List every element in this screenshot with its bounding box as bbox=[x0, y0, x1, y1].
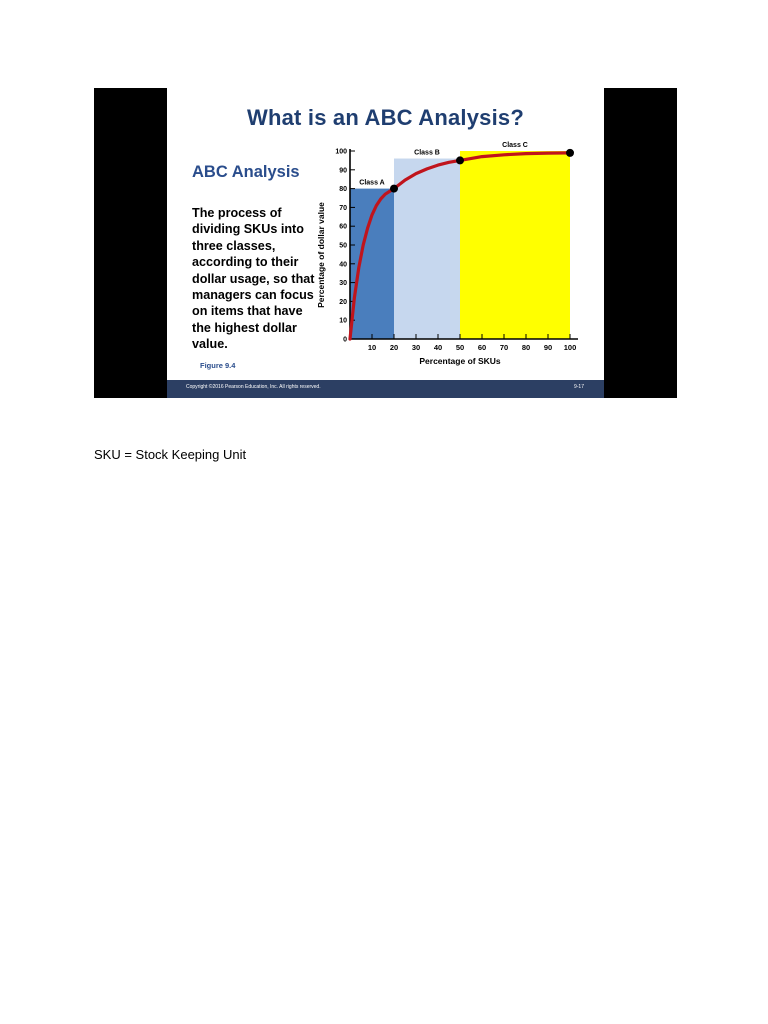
y-tick-label-30: 30 bbox=[339, 280, 347, 288]
class-label-a: Class A bbox=[359, 179, 385, 187]
description-text: The process of dividing SKUs into three classes, according to their dollar usage, so that managers can focus on items that have the highest dollar value. bbox=[192, 206, 315, 352]
curve-marker-2 bbox=[566, 149, 574, 157]
x-tick-label-90: 90 bbox=[543, 343, 553, 352]
slide-frame bbox=[94, 88, 677, 398]
x-tick-label-20: 20 bbox=[389, 343, 399, 352]
curve-marker-1 bbox=[456, 156, 464, 164]
slide bbox=[167, 88, 604, 398]
caption-text: SKU = Stock Keeping Unit bbox=[94, 447, 247, 462]
x-tick-label-40: 40 bbox=[433, 343, 443, 352]
copyright-text: Copyright ©2016 Pearson Education, Inc. All rights reserved. bbox=[186, 384, 321, 390]
y-tick-label-60: 60 bbox=[339, 223, 347, 231]
y-axis-label: Percentage of dollar value bbox=[316, 202, 326, 308]
y-tick-label-100: 100 bbox=[335, 148, 347, 156]
y-tick-label-10: 10 bbox=[339, 317, 347, 325]
class-bar-c bbox=[460, 151, 570, 339]
x-tick-label-100: 100 bbox=[563, 343, 577, 352]
curve-marker-0 bbox=[390, 185, 398, 193]
class-bar-b bbox=[394, 159, 460, 339]
x-tick-label-80: 80 bbox=[521, 343, 531, 352]
x-axis-label: Percentage of SKUs bbox=[419, 356, 501, 366]
y-tick-label-80: 80 bbox=[339, 186, 347, 194]
y-tick-label-20: 20 bbox=[339, 298, 347, 306]
slide-title: What is an ABC Analysis? bbox=[247, 105, 524, 130]
y-tick-label-70: 70 bbox=[339, 204, 347, 212]
footer-bar bbox=[167, 380, 604, 398]
abc-chart bbox=[167, 88, 604, 380]
page-number: 9-17 bbox=[573, 384, 584, 390]
y-tick-label-50: 50 bbox=[339, 242, 347, 250]
x-tick-label-70: 70 bbox=[499, 343, 509, 352]
figure-label: Figure 9.4 bbox=[200, 361, 236, 370]
x-tick-label-10: 10 bbox=[367, 343, 377, 352]
x-tick-label-30: 30 bbox=[411, 343, 421, 352]
x-tick-label-60: 60 bbox=[477, 343, 487, 352]
y-tick-label-90: 90 bbox=[339, 167, 347, 175]
class-label-b: Class B bbox=[414, 149, 440, 157]
y-tick-label-0: 0 bbox=[343, 336, 347, 344]
y-tick-label-40: 40 bbox=[339, 261, 347, 269]
section-heading: ABC Analysis bbox=[192, 163, 300, 181]
x-tick-label-50: 50 bbox=[455, 343, 465, 352]
class-label-c: Class C bbox=[502, 142, 528, 149]
